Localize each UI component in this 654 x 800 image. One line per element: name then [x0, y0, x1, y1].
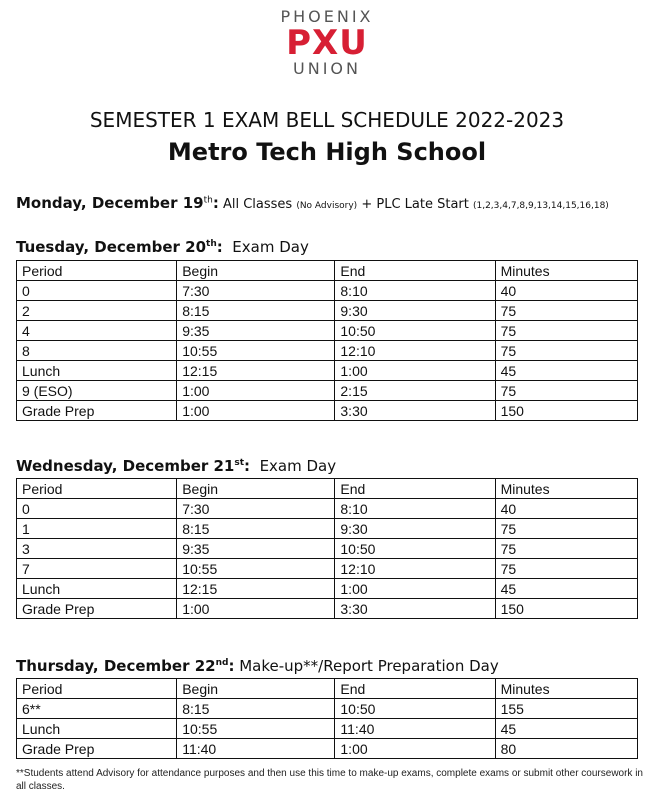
table-cell: 1:00	[177, 401, 335, 421]
table-cell: Grade Prep	[17, 739, 177, 759]
pxu-logo	[0, 8, 654, 78]
table-cell: 8:15	[177, 699, 335, 719]
table-row	[17, 361, 638, 381]
table-cell: 10:50	[335, 539, 495, 559]
table-cell: 150	[495, 401, 637, 421]
table-cell: 0	[17, 281, 177, 301]
column-header: Period	[17, 261, 177, 281]
column-header: Minutes	[495, 479, 637, 499]
logo-line-phoenix: PHOENIX	[280, 7, 374, 26]
table-cell: 3:30	[335, 401, 495, 421]
day-heading	[16, 238, 309, 256]
table-cell: 10:50	[335, 321, 495, 341]
day-heading-suffix: nd	[215, 658, 229, 668]
column-header: Begin	[177, 479, 335, 499]
day-heading-colon: :	[216, 238, 223, 256]
table-cell: 3	[17, 539, 177, 559]
table-row	[17, 301, 638, 321]
column-header: Begin	[177, 679, 335, 699]
table-row	[17, 739, 638, 759]
table-cell: 9:35	[177, 321, 335, 341]
column-header: Minutes	[495, 679, 637, 699]
table-cell: 150	[495, 599, 637, 619]
table-cell: 10:55	[177, 559, 335, 579]
table-cell: 9 (ESO)	[17, 381, 177, 401]
table-cell: 9:35	[177, 539, 335, 559]
monday-small-2: (1,2,3,4,7,8,9,13,14,15,16,18)	[472, 201, 609, 211]
table-cell: 11:40	[177, 739, 335, 759]
column-header: Period	[17, 679, 177, 699]
table-row	[17, 401, 638, 421]
monday-day: Monday, December 19	[16, 194, 204, 212]
table-header-row	[17, 679, 638, 699]
day-heading-colon: :	[228, 657, 235, 675]
day-heading-label: Make-up**/Report Preparation Day	[234, 657, 499, 675]
table-row	[17, 559, 638, 579]
table-cell: 12:10	[335, 559, 495, 579]
table-cell: 1:00	[177, 381, 335, 401]
table-row	[17, 579, 638, 599]
day-heading-suffix: th	[206, 239, 217, 249]
table-row	[17, 381, 638, 401]
table-cell: 75	[495, 301, 637, 321]
table-cell: Grade Prep	[17, 599, 177, 619]
schedule-table	[16, 260, 638, 421]
table-row	[17, 341, 638, 361]
table-cell: 2	[17, 301, 177, 321]
table-cell: 6**	[17, 699, 177, 719]
column-header: Begin	[177, 261, 335, 281]
table-cell: 12:15	[177, 361, 335, 381]
table-cell: 8:10	[335, 281, 495, 301]
logo-line-pxu: PXU	[286, 23, 368, 63]
table-row	[17, 519, 638, 539]
table-header-row	[17, 261, 638, 281]
table-cell: 1:00	[335, 739, 495, 759]
table-row	[17, 699, 638, 719]
page-title: SEMESTER 1 EXAM BELL SCHEDULE 2022-2023	[89, 108, 565, 132]
day-heading-colon: :	[244, 457, 251, 475]
table-cell: 3:30	[335, 599, 495, 619]
day-heading-date: Thursday, December 22	[16, 657, 216, 675]
day-heading-suffix: st	[234, 458, 245, 468]
table-cell: Lunch	[17, 719, 177, 739]
table-cell: 8:15	[177, 519, 335, 539]
table-cell: 7:30	[177, 281, 335, 301]
day-heading	[16, 657, 499, 675]
column-header: End	[335, 479, 495, 499]
table-cell: 75	[495, 381, 637, 401]
table-row	[17, 281, 638, 301]
table-header-row	[17, 479, 638, 499]
table-cell: 2:15	[335, 381, 495, 401]
table-cell: 7	[17, 559, 177, 579]
schedule-table	[16, 478, 638, 619]
day-heading-date: Tuesday, December 20	[16, 238, 207, 256]
table-cell: 4	[17, 321, 177, 341]
table-cell: 1:00	[335, 361, 495, 381]
monday-day-suffix: th	[203, 195, 213, 206]
table-cell: 11:40	[335, 719, 495, 739]
table-cell: 75	[495, 321, 637, 341]
table-cell: 80	[495, 739, 637, 759]
school-name: Metro Tech High School	[167, 138, 487, 166]
table-cell: 7:30	[177, 499, 335, 519]
column-header: End	[335, 261, 495, 281]
table-cell: 8:10	[335, 499, 495, 519]
table-row	[17, 599, 638, 619]
table-cell: 1:00	[335, 579, 495, 599]
table-cell: 8:15	[177, 301, 335, 321]
monday-text-1: All Classes	[218, 197, 297, 212]
footnote: **Students attend Advisory for attendance purposes and then use this time to make-up exams, complete exams or submit other coursework in all classes.	[16, 768, 643, 792]
table-row	[17, 719, 638, 739]
logo-line-union: UNION	[293, 59, 361, 78]
table-cell: 10:55	[177, 341, 335, 361]
day-heading-label: Exam Day	[250, 457, 337, 475]
table-cell: 9:30	[335, 301, 495, 321]
table-cell: 75	[495, 539, 637, 559]
table-cell: 75	[495, 559, 637, 579]
table-cell: Grade Prep	[17, 401, 177, 421]
table-cell: 155	[495, 699, 637, 719]
day-heading	[16, 457, 336, 475]
table-cell: 0	[17, 499, 177, 519]
table-cell: 10:50	[335, 699, 495, 719]
monday-text-2: + PLC Late Start	[357, 197, 473, 212]
column-header: End	[335, 679, 495, 699]
table-cell: 40	[495, 499, 637, 519]
table-cell: 12:10	[335, 341, 495, 361]
table-cell: 8	[17, 341, 177, 361]
table-cell: Lunch	[17, 361, 177, 381]
table-cell: 75	[495, 519, 637, 539]
monday-colon: :	[212, 194, 219, 212]
table-row	[17, 499, 638, 519]
table-cell: 45	[495, 579, 637, 599]
table-row	[17, 321, 638, 341]
table-row	[17, 539, 638, 559]
table-cell: 12:15	[177, 579, 335, 599]
monday-line	[16, 194, 646, 212]
table-cell: 45	[495, 719, 637, 739]
monday-small-1: (No Advisory)	[296, 201, 358, 211]
day-heading-date: Wednesday, December 21	[16, 457, 235, 475]
table-cell: 1:00	[177, 599, 335, 619]
day-heading-label: Exam Day	[222, 238, 309, 256]
column-header: Period	[17, 479, 177, 499]
table-cell: 75	[495, 341, 637, 361]
schedule-table	[16, 678, 638, 759]
table-cell: 1	[17, 519, 177, 539]
column-header: Minutes	[495, 261, 637, 281]
table-cell: 45	[495, 361, 637, 381]
table-cell: 40	[495, 281, 637, 301]
table-cell: 10:55	[177, 719, 335, 739]
table-cell: Lunch	[17, 579, 177, 599]
table-cell: 9:30	[335, 519, 495, 539]
